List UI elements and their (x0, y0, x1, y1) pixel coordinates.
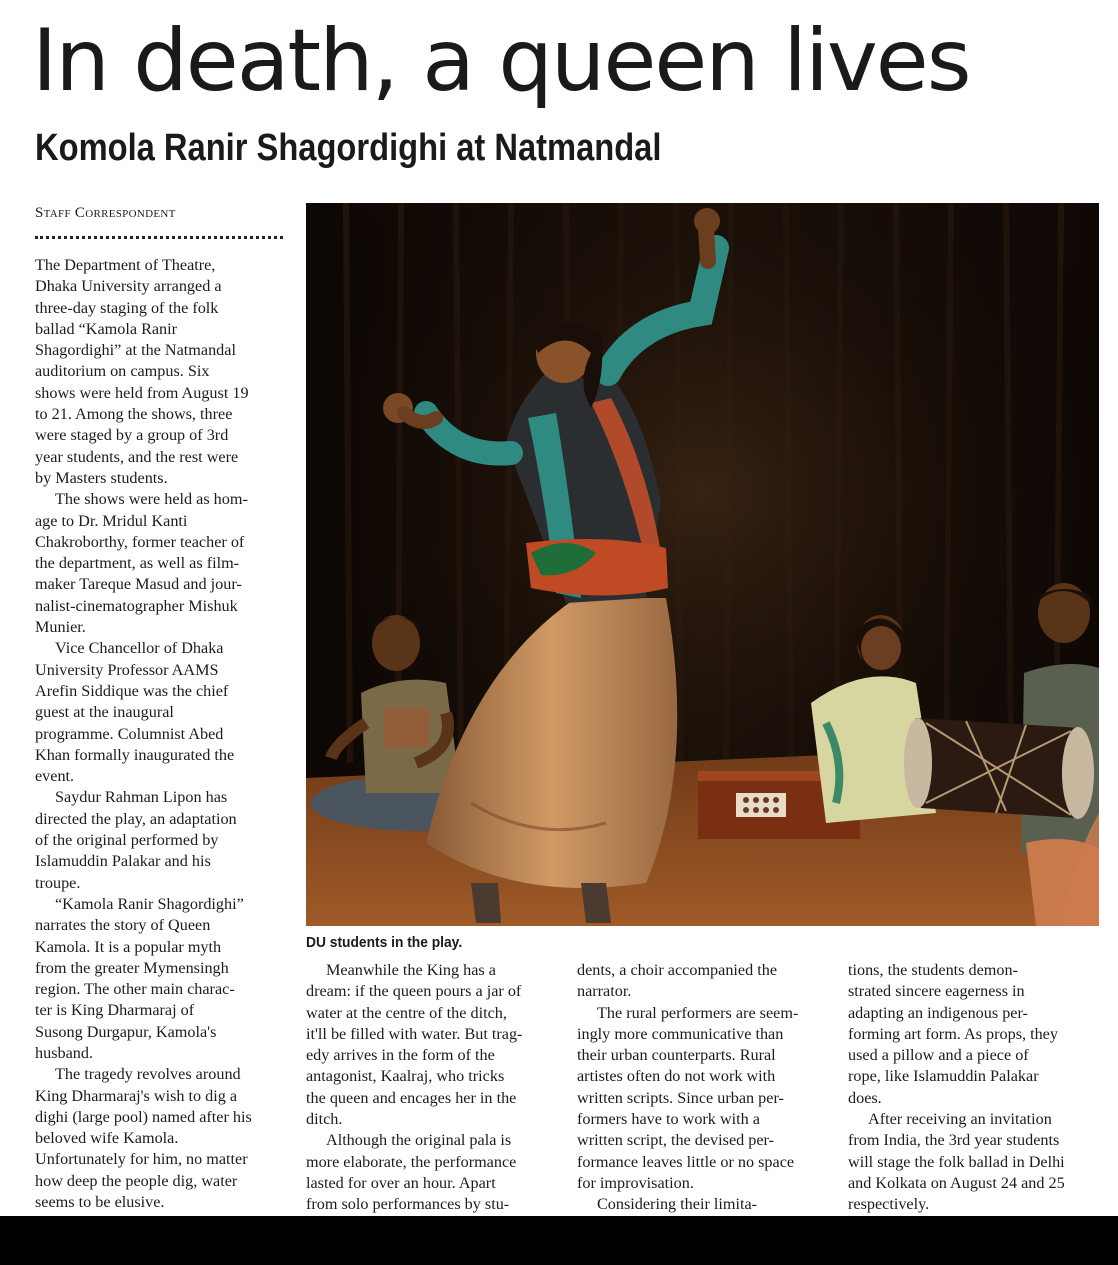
article-line: dream: if the queen pours a jar of (306, 982, 522, 1001)
article-line: of the original performed by (35, 831, 219, 850)
stage-photo (306, 203, 1099, 926)
byline-divider (35, 236, 283, 239)
article-line: auditorium on campus. Six (35, 362, 210, 381)
article-line: their urban counterparts. Rural (577, 1046, 776, 1065)
article-line: shows were held from August 19 (35, 383, 249, 402)
article-line: how deep the people dig, water (35, 1171, 238, 1190)
subheadline-play-title: Komola Ranir Shagordighi (35, 127, 448, 169)
article-line: narrates the story of Queen (35, 916, 211, 935)
article-line: does. (848, 1088, 882, 1107)
article-line: ditch. (306, 1110, 343, 1129)
article-line: troupe. (35, 873, 81, 892)
article-line: it'll be filled with water. But trag- (306, 1024, 523, 1043)
stage-photo-illustration (306, 203, 1099, 926)
article-line: from India, the 3rd year students (848, 1131, 1060, 1150)
article-line: used a pillow and a piece of (848, 1046, 1029, 1065)
article-line: age to Dr. Mridul Kanti (35, 511, 188, 530)
article-line: Vice Chancellor of Dhaka (55, 639, 224, 658)
article-line: maker Tareque Masud and jour- (35, 575, 242, 594)
article-line: by Masters students. (35, 468, 168, 487)
article-line: written script, the devised per- (577, 1131, 775, 1150)
article-line: water at the centre of the ditch, (306, 1003, 507, 1022)
article-line: ter is King Dharmaraj of (35, 1001, 195, 1020)
article-line: event. (35, 767, 75, 786)
photo-caption: DU students in the play. (306, 934, 463, 951)
article-line: from the greater Mymensingh (35, 958, 229, 977)
article-line: Saydur Rahman Lipon has (55, 788, 228, 807)
article-line: Considering their limita- (597, 1195, 758, 1214)
article-line: formance leaves little or no space (577, 1152, 795, 1171)
article-line: Kamola. It is a popular myth (35, 937, 222, 956)
article-line: adapting an indigenous per- (848, 1003, 1028, 1022)
headline: In death, a queen lives (32, 11, 970, 111)
article-line: Munier. (35, 618, 86, 637)
article-line: seems to be elusive. (35, 1193, 165, 1212)
article-line: for improvisation. (577, 1173, 694, 1192)
article-line: “Kamola Ranir Shagordighi” (55, 894, 244, 913)
article-line: Khan formally inaugurated the (35, 745, 235, 764)
article-line: University Professor AAMS (35, 660, 219, 679)
article-line: three-day staging of the folk (35, 298, 219, 317)
article-line: programme. Columnist Abed (35, 724, 224, 743)
article-column-4 (848, 960, 1100, 1216)
article-line: The tragedy revolves around (55, 1065, 241, 1084)
article-line: tions, the students demon- (848, 961, 1018, 979)
article-line: were staged by a group of 3rd (35, 426, 229, 445)
article-line: from solo performances by stu- (306, 1195, 510, 1214)
article-line: artistes often do not work with (577, 1067, 776, 1086)
article-line: beloved wife Kamola. (35, 1129, 179, 1148)
article-line: Unfortunately for him, no matter (35, 1150, 248, 1169)
subheadline-venue: at Natmandal (447, 127, 662, 169)
article-line: Although the original pala is (326, 1131, 512, 1150)
article-line: region. The other main charac- (35, 980, 235, 999)
article-line: the queen and encages her in the (306, 1088, 517, 1107)
article-line: ballad “Kamola Ranir (35, 319, 178, 338)
article-line: and Kolkata on August 24 and 25 (848, 1173, 1065, 1192)
article-line: narrator. (577, 982, 632, 1001)
article-line: Shagordighi” at the Natmandal (35, 341, 236, 360)
article-line: Susong Durgapur, Kamola's (35, 1022, 217, 1041)
article-column-2 (306, 960, 559, 1216)
article-line: guest at the inaugural (35, 703, 174, 722)
article-line: the department, as well as film- (35, 554, 240, 573)
article-line: antagonist, Kaalraj, who tricks (306, 1067, 505, 1086)
article-line: will stage the folk ballad in Delhi (848, 1152, 1065, 1171)
article-line: respectively. (848, 1195, 930, 1214)
article-line: forming art form. As props, they (848, 1024, 1058, 1043)
byline: Staff Correspondent (35, 205, 176, 221)
article-line: Islamuddin Palakar and his (35, 852, 211, 871)
article-line: strated sincere eagerness in (848, 982, 1025, 1001)
article-line: to 21. Among the shows, three (35, 405, 233, 424)
article-line: Chakroborthy, former teacher of (35, 532, 245, 551)
article-line: King Dharmaraj's wish to dig a (35, 1086, 238, 1105)
article-line: The Department of Theatre, (35, 256, 216, 274)
footer-bar (0, 1216, 1118, 1265)
subheadline (35, 128, 661, 170)
article-line: year students, and the rest were (35, 447, 239, 466)
article-line: edy arrives in the form of the (306, 1046, 495, 1065)
article-line: written scripts. Since urban per- (577, 1088, 784, 1107)
article-line: nalist-cinematographer Mishuk (35, 596, 238, 615)
article-line: The rural performers are seem- (597, 1003, 799, 1022)
article-line: dighi (large pool) named after his (35, 1107, 252, 1126)
article-line: The shows were held as hom- (55, 490, 248, 509)
article-line: rope, like Islamuddin Palakar (848, 1067, 1039, 1086)
article-line: husband. (35, 1043, 93, 1062)
article-line: Meanwhile the King has a (326, 961, 496, 979)
article-line: lasted for over an hour. Apart (306, 1173, 496, 1192)
article-column-3 (577, 960, 830, 1216)
article-line: directed the play, an adaptation (35, 809, 237, 828)
article-line: After receiving an invitation (868, 1110, 1052, 1129)
article-line: dents, a choir accompanied the (577, 961, 778, 979)
article-column-1 (35, 255, 287, 1213)
article-line: formers have to work with a (577, 1110, 760, 1129)
article-line: Arefin Siddique was the chief (35, 681, 229, 700)
article-line: ingly more communicative than (577, 1024, 784, 1043)
article-line: more elaborate, the performance (306, 1152, 517, 1171)
article-line: Dhaka University arranged a (35, 277, 222, 296)
